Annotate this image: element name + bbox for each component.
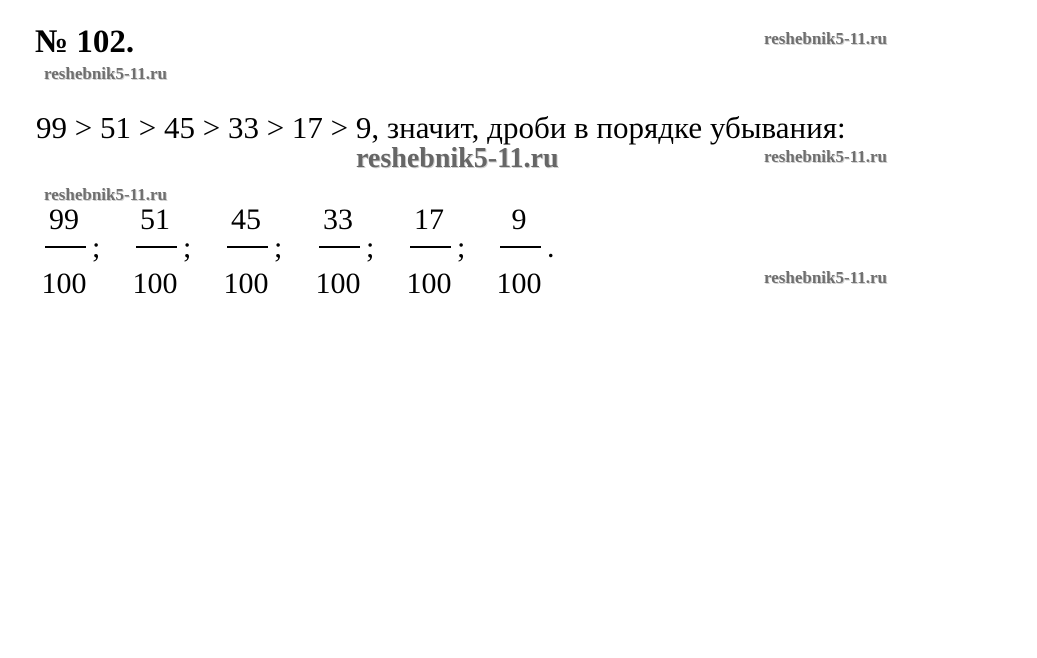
fraction-separator: ; bbox=[274, 231, 283, 264]
fraction-separator: ; bbox=[92, 231, 101, 264]
fraction-numerator: 33 bbox=[323, 203, 353, 236]
fraction-bar bbox=[45, 246, 86, 248]
fraction-bar bbox=[410, 246, 451, 248]
fraction-item bbox=[404, 203, 464, 299]
problem-statement: 99 > 51 > 45 > 33 > 17 > 9, значит, дроби в порядке убывания: bbox=[36, 110, 846, 145]
fraction-numerator: 45 bbox=[231, 203, 261, 236]
fraction-item bbox=[39, 203, 99, 299]
watermark-lower-right: reshebnik5-11.ru bbox=[764, 268, 887, 287]
fraction-numerator: 17 bbox=[414, 203, 444, 236]
watermark-top-right: reshebnik5-11.ru bbox=[764, 29, 887, 48]
fraction-bar bbox=[227, 246, 268, 248]
fraction-bar bbox=[319, 246, 360, 248]
fraction-separator: . bbox=[547, 231, 555, 264]
fraction-bar bbox=[136, 246, 177, 248]
watermark-above-fractions: reshebnik5-11.ru bbox=[44, 185, 167, 204]
watermark-mid-right: reshebnik5-11.ru bbox=[764, 147, 887, 166]
fraction-denominator: 100 bbox=[41, 267, 87, 300]
fraction-numerator: 9 bbox=[511, 203, 527, 236]
fraction-separator: ; bbox=[183, 231, 192, 264]
fraction-item bbox=[221, 203, 281, 299]
task-number: № 102. bbox=[35, 24, 135, 60]
fraction-denominator: 100 bbox=[132, 267, 178, 300]
fraction-item bbox=[130, 203, 190, 299]
watermark-center-large: reshebnik5-11.ru bbox=[356, 143, 559, 174]
fraction-denominator: 100 bbox=[315, 267, 361, 300]
fraction-item bbox=[494, 203, 554, 299]
fraction-denominator: 100 bbox=[496, 267, 542, 300]
fraction-denominator: 100 bbox=[223, 267, 269, 300]
fraction-numerator: 99 bbox=[49, 203, 79, 236]
fraction-separator: ; bbox=[457, 231, 466, 264]
fraction-bar bbox=[500, 246, 541, 248]
fraction-item bbox=[313, 203, 373, 299]
fraction-numerator: 51 bbox=[140, 203, 170, 236]
watermark-under-title: reshebnik5-11.ru bbox=[44, 64, 167, 83]
fraction-separator: ; bbox=[366, 231, 375, 264]
fraction-denominator: 100 bbox=[406, 267, 452, 300]
